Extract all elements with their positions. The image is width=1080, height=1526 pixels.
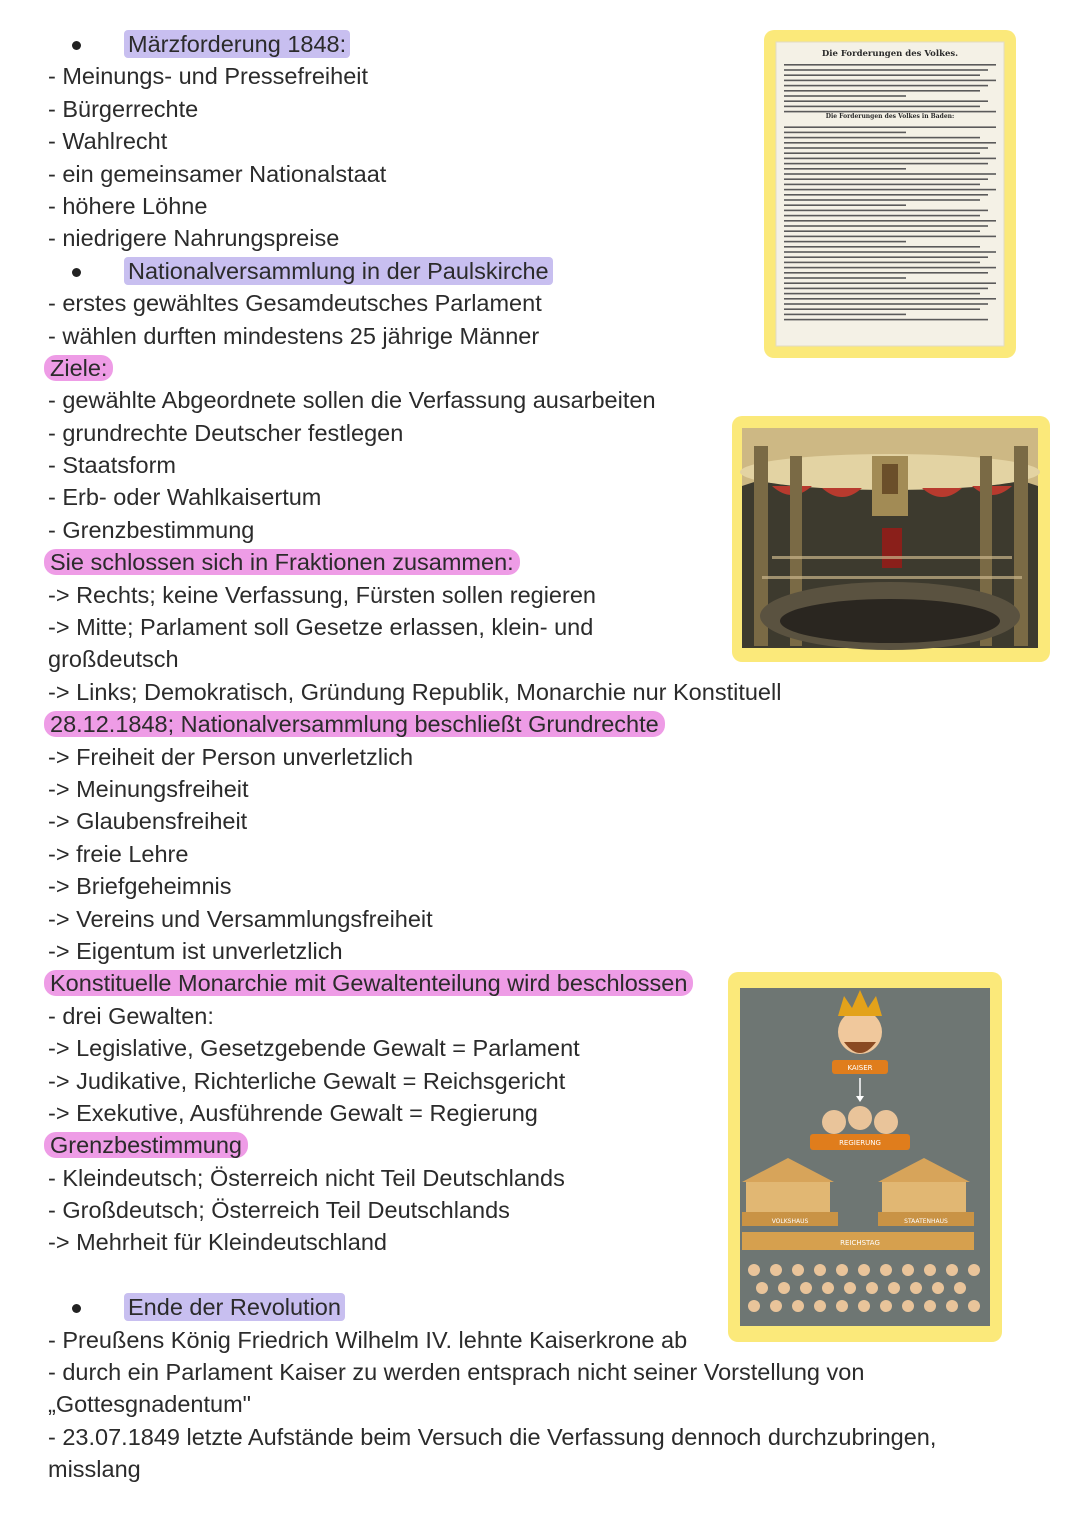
poster-text-line bbox=[784, 303, 988, 305]
diagram-label-regierung: REGIERUNG bbox=[839, 1139, 881, 1147]
line-text: - ein gemeinsamer Nationalstaat bbox=[48, 160, 387, 187]
poster-text-line bbox=[784, 314, 906, 316]
poster-text-line bbox=[784, 288, 988, 290]
person-icon bbox=[968, 1264, 980, 1276]
diagram-label-kaiser: KAISER bbox=[847, 1064, 873, 1072]
person-icon bbox=[954, 1282, 966, 1294]
person-icon bbox=[756, 1282, 768, 1294]
text-line bbox=[48, 676, 968, 708]
poster-text-line bbox=[784, 132, 906, 134]
text-line bbox=[48, 805, 968, 837]
poster-text-line bbox=[784, 152, 980, 154]
person-icon bbox=[814, 1300, 826, 1312]
person-icon bbox=[902, 1264, 914, 1276]
line-text: -> Mehrheit für Kleindeutschland bbox=[48, 1229, 387, 1256]
poster-text-line bbox=[784, 225, 988, 227]
person-icon bbox=[858, 1300, 870, 1312]
poster-text-line bbox=[784, 178, 988, 180]
person-icon bbox=[800, 1282, 812, 1294]
text-line bbox=[48, 1356, 968, 1388]
text-line bbox=[48, 838, 968, 870]
person-icon bbox=[792, 1300, 804, 1312]
line-text: - Großdeutsch; Österreich Teil Deutschlands bbox=[48, 1197, 510, 1224]
line-text: „Gottesgnadentum" bbox=[48, 1391, 251, 1418]
person-icon bbox=[770, 1264, 782, 1276]
poster-text-line bbox=[784, 111, 996, 113]
person-icon bbox=[924, 1300, 936, 1312]
line-text: - Wahlrecht bbox=[48, 128, 168, 155]
person-icon bbox=[888, 1282, 900, 1294]
line-text: -> Briefgeheimnis bbox=[48, 873, 232, 900]
line-text: - Erb- oder Wahlkaisertum bbox=[48, 484, 322, 511]
person-icon bbox=[844, 1282, 856, 1294]
line-text: -> Legislative, Gesetzgebende Gewalt = Parlament bbox=[48, 1035, 580, 1062]
line-text: -> Links; Demokratisch, Gründung Republik, Monarchie nur Konstituell bbox=[48, 678, 782, 705]
line-text: - durch ein Parlament Kaiser zu werden entsprach nicht seiner Vorstellung von bbox=[48, 1359, 865, 1386]
poster-text-line bbox=[784, 184, 980, 186]
line-text: -> Freiheit der Person unverletzlich bbox=[48, 743, 414, 770]
poster-text-line bbox=[784, 80, 996, 82]
line-text: - Meinungs- und Pressefreiheit bbox=[48, 63, 369, 90]
poster-text-line bbox=[784, 95, 906, 97]
poster-text-line bbox=[784, 262, 980, 264]
constitution-diagram bbox=[728, 972, 1002, 1342]
poster-text-line bbox=[784, 256, 988, 258]
section-title: Ende der Revolution bbox=[124, 1293, 345, 1321]
poster-text-line bbox=[784, 147, 988, 149]
poster-text-line bbox=[784, 267, 996, 269]
person-icon bbox=[748, 1264, 760, 1276]
person-icon bbox=[792, 1264, 804, 1276]
person-icon bbox=[910, 1282, 922, 1294]
person-icon bbox=[858, 1264, 870, 1276]
line-text: -> Exekutive, Ausführende Gewalt = Regierung bbox=[48, 1099, 538, 1126]
text-line bbox=[48, 903, 968, 935]
person-icon bbox=[946, 1264, 958, 1276]
poster-text-line bbox=[784, 293, 980, 295]
line-text: -> freie Lehre bbox=[48, 840, 189, 867]
poster-text-line bbox=[784, 246, 980, 248]
poster-text-line bbox=[784, 85, 988, 87]
poster-subtitle: Die Forderungen des Volkes in Baden: bbox=[825, 113, 955, 120]
poster-text-line bbox=[784, 272, 988, 274]
subheading-line bbox=[48, 708, 968, 740]
poster-text-line bbox=[784, 230, 980, 232]
poster-text-line bbox=[784, 236, 996, 238]
section-title: Nationalversammlung in der Paulskirche bbox=[124, 257, 553, 285]
poster-text-line bbox=[784, 74, 980, 76]
poster-text-line bbox=[784, 69, 988, 71]
poster-text-line bbox=[784, 204, 906, 206]
line-text: -> Glaubensfreiheit bbox=[48, 808, 248, 835]
line-text: -> Judikative, Richterliche Gewalt = Reichsgericht bbox=[48, 1067, 566, 1094]
line-text: - wählen durften mindestens 25 jährige Männer bbox=[48, 322, 540, 349]
poster-text-line bbox=[784, 189, 996, 191]
subheading: Grenzbestimmung bbox=[44, 1132, 248, 1158]
person-icon bbox=[770, 1300, 782, 1312]
poster-text-line bbox=[784, 126, 996, 128]
poster-text-line bbox=[784, 308, 980, 310]
poster-text-line bbox=[784, 64, 996, 66]
line-text: - Staatsform bbox=[48, 452, 176, 479]
person-icon bbox=[822, 1282, 834, 1294]
subheading: 28.12.1848; Nationalversammlung beschließt Grundrechte bbox=[44, 711, 665, 737]
line-text: -> Vereins und Versammlungsfreiheit bbox=[48, 905, 433, 932]
poster-text-line bbox=[784, 173, 996, 175]
poster-text-line bbox=[784, 163, 988, 165]
person-icon bbox=[814, 1264, 826, 1276]
poster-text-line bbox=[784, 277, 906, 279]
poster-text-line bbox=[784, 199, 980, 201]
line-text: - niedrigere Nahrungspreise bbox=[48, 225, 340, 252]
person-icon bbox=[946, 1300, 958, 1312]
text-line bbox=[48, 1388, 968, 1420]
text-line bbox=[48, 870, 968, 902]
person-icon bbox=[778, 1282, 790, 1294]
poster-text-line bbox=[784, 168, 906, 170]
poster-text-line bbox=[784, 241, 906, 243]
poster-text-line bbox=[784, 142, 996, 144]
line-text: - erstes gewähltes Gesamdeutsches Parlament bbox=[48, 290, 542, 317]
line-text: - gewählte Abgeordnete sollen die Verfassung ausarbeiten bbox=[48, 387, 656, 414]
poster-text-line bbox=[784, 220, 996, 222]
person-icon bbox=[880, 1264, 892, 1276]
line-text: - grundrechte Deutscher festlegen bbox=[48, 419, 404, 446]
poster-text-line bbox=[784, 298, 996, 300]
diagram-label-volkshaus: VOLKSHAUS bbox=[771, 1218, 809, 1225]
person-icon bbox=[932, 1282, 944, 1294]
text-line bbox=[48, 773, 968, 805]
poster-image bbox=[764, 30, 1016, 358]
poster-title: Die Forderungen des Volkes. bbox=[821, 49, 959, 59]
person-icon bbox=[836, 1264, 848, 1276]
poster-text-line bbox=[784, 210, 988, 212]
poster-text-line bbox=[784, 106, 980, 108]
subheading: Ziele: bbox=[44, 355, 113, 381]
person-icon bbox=[836, 1300, 848, 1312]
poster-text-line bbox=[784, 158, 996, 160]
line-text: -> Mitte; Parlament soll Gesetze erlassen, klein- und bbox=[48, 614, 594, 641]
line-text: - höhere Löhne bbox=[48, 192, 208, 219]
subheading: Konstituelle Monarchie mit Gewaltenteilung wird beschlossen bbox=[44, 970, 693, 996]
text-line bbox=[48, 935, 968, 967]
poster-text-line bbox=[784, 90, 980, 92]
poster-text-line bbox=[784, 251, 996, 253]
text-line bbox=[48, 741, 968, 773]
line-text: - Kleindeutsch; Österreich nicht Teil Deutschlands bbox=[48, 1164, 565, 1191]
line-text: - Bürgerrechte bbox=[48, 95, 199, 122]
line-text: - Preußens König Friedrich Wilhelm IV. lehnte Kaiserkrone ab bbox=[48, 1326, 688, 1353]
person-icon bbox=[924, 1264, 936, 1276]
poster-text-line bbox=[784, 319, 988, 321]
diagram-label-staatenhaus: STAATENHAUS bbox=[904, 1218, 948, 1225]
line-text: - drei Gewalten: bbox=[48, 1002, 214, 1029]
poster-text-line bbox=[784, 137, 980, 139]
line-text: -> Eigentum ist unverletzlich bbox=[48, 937, 343, 964]
line-text: großdeutsch bbox=[48, 646, 179, 673]
subheading: Sie schlossen sich in Fraktionen zusammen: bbox=[44, 549, 520, 575]
poster-text-line bbox=[784, 282, 996, 284]
diagram-label-reichstag: REICHSTAG bbox=[840, 1239, 880, 1247]
text-line bbox=[48, 1421, 968, 1486]
poster-text-line bbox=[784, 194, 988, 196]
line-text: -> Rechts; keine Verfassung, Fürsten sollen regieren bbox=[48, 581, 596, 608]
paulskirche-image bbox=[732, 416, 1050, 662]
poster-text-line bbox=[784, 100, 988, 102]
line-text: - 23.07.1849 letzte Aufstände beim Versuch die Verfassung dennoch durchzubringen, misslang bbox=[48, 1423, 937, 1483]
person-icon bbox=[748, 1300, 760, 1312]
person-icon bbox=[968, 1300, 980, 1312]
person-icon bbox=[902, 1300, 914, 1312]
person-icon bbox=[880, 1300, 892, 1312]
poster-text-line bbox=[784, 215, 980, 217]
person-icon bbox=[866, 1282, 878, 1294]
section-title: Märzforderung 1848: bbox=[124, 30, 350, 58]
line-text: -> Meinungsfreiheit bbox=[48, 775, 249, 802]
line-text: - Grenzbestimmung bbox=[48, 516, 255, 543]
text-line bbox=[48, 384, 968, 416]
